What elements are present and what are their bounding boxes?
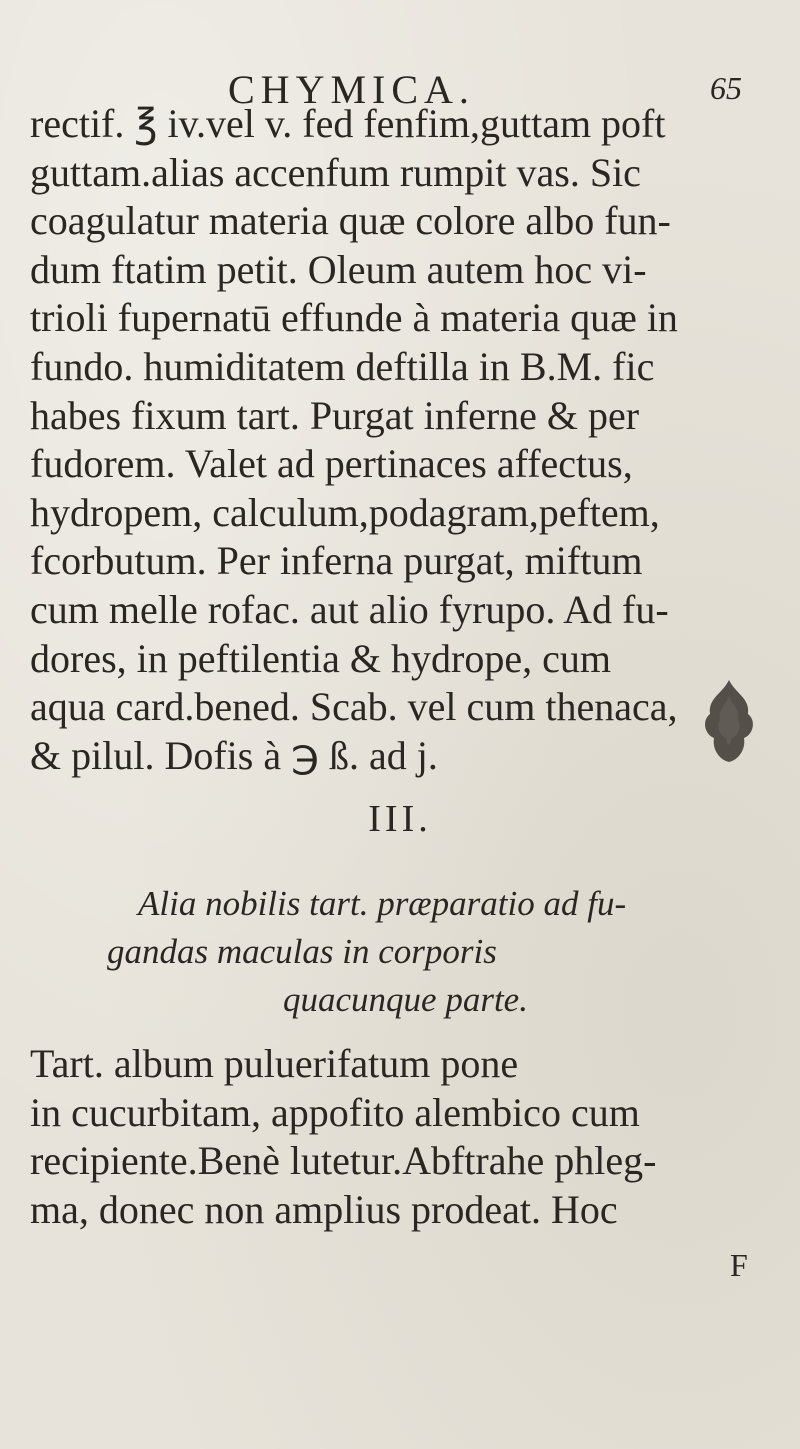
text-line: dum ftatim petit. Oleum autem hoc vi- bbox=[30, 246, 647, 292]
text-line: recipiente.Benè lutetur.Abftrahe phleg- bbox=[30, 1138, 657, 1184]
paragraph-1 bbox=[30, 100, 800, 780]
text-line: habes fixum tart. Purgat inferne & per bbox=[30, 392, 640, 438]
section-title bbox=[0, 880, 800, 1024]
signature-mark: F bbox=[730, 1247, 748, 1283]
text-line: trioli fupernatū effunde à materia quæ in bbox=[30, 295, 678, 341]
running-title: CHYMICA. bbox=[228, 67, 475, 112]
text-line: cum melle rofac. aut alio fyrupo. Ad fu- bbox=[30, 586, 669, 632]
text-line: rectif. ℥ iv.vel v. fed fenfim,guttam poft bbox=[30, 101, 666, 146]
text-line: in cucurbitam, appofito alembico cum bbox=[30, 1089, 640, 1135]
section-title-line: gandas maculas in corporis bbox=[107, 932, 497, 971]
text-line: dores, in peftilentia & hydrope, cum bbox=[30, 635, 611, 681]
section-title-line: Alia nobilis tart. præparatio ad fu- bbox=[138, 884, 627, 923]
text-line: fcorbutum. Per inferna purgat, miftum bbox=[30, 538, 643, 584]
text-line: fudorem. Valet ad pertinaces affectus, bbox=[30, 441, 633, 487]
text-line: & pilul. Dofis à ℈ ß. ad j. bbox=[30, 732, 438, 778]
text-line: Tart. album puluerifatum pone bbox=[30, 1041, 519, 1086]
section-number: III. bbox=[368, 798, 432, 840]
text-line: ma, donec non amplius prodeat. Hoc bbox=[30, 1186, 618, 1232]
text-line: coagulatur materia quæ colore albo fun- bbox=[30, 198, 671, 244]
page-number: 65 bbox=[710, 70, 742, 106]
text-line: guttam.alias accenfum rumpit vas. Sic bbox=[30, 149, 641, 195]
text-line: fundo. humiditatem deftilla in B.M. fic bbox=[30, 343, 655, 389]
paragraph-2 bbox=[30, 1040, 800, 1234]
text-line: hydropem, calculum,podagram,peftem, bbox=[30, 489, 660, 535]
section-title-line: quacunque parte. bbox=[283, 980, 528, 1019]
text-line: aqua card.bened. Scab. vel cum thenaca, bbox=[30, 684, 678, 730]
ink-blot-ornament-icon bbox=[700, 676, 758, 766]
